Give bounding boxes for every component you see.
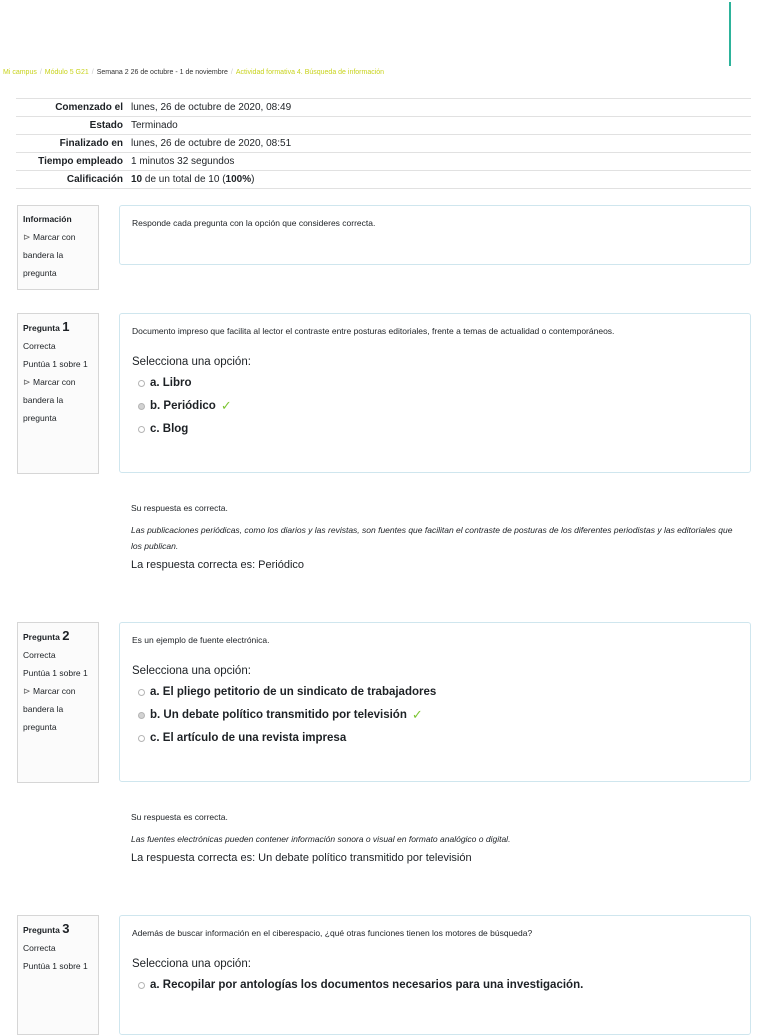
answer-option-a[interactable] bbox=[132, 979, 738, 991]
question-3-box bbox=[119, 915, 751, 1035]
flag-icon: ⊳ bbox=[23, 377, 31, 387]
question-3-sidebar bbox=[17, 915, 99, 1035]
summary-value: lunes, 26 de octubre de 2020, 08:51 bbox=[127, 135, 751, 153]
option-label: a. Recopilar por antologías los documentos necesarios para una investigación. bbox=[150, 979, 584, 991]
option-label: a. El pliego petitorio de un sindicato de trabajadores bbox=[150, 686, 437, 698]
option-label: a. Libro bbox=[150, 377, 192, 389]
summary-row bbox=[16, 99, 751, 117]
info-content-box bbox=[119, 205, 751, 265]
question-1-heading bbox=[23, 318, 93, 337]
radio-button[interactable] bbox=[138, 426, 145, 433]
answer-option-b[interactable] bbox=[132, 707, 738, 723]
question-mark: Puntúa 1 sobre 1 bbox=[23, 668, 88, 678]
flag-label: Marcar con bandera la pregunta bbox=[23, 686, 76, 732]
info-title: Información bbox=[23, 214, 72, 224]
question-3-heading bbox=[23, 920, 93, 939]
question-state: Correcta bbox=[23, 650, 56, 660]
question-number: 2 bbox=[62, 628, 70, 643]
question-number: 1 bbox=[62, 319, 70, 334]
radio-button[interactable] bbox=[138, 982, 145, 989]
grade-score: 10 bbox=[131, 174, 143, 185]
question-2-sidebar bbox=[17, 622, 99, 783]
flag-label: Marcar con bandera la pregunta bbox=[23, 232, 76, 278]
question-1-box bbox=[119, 313, 751, 473]
feedback-general: Las publicaciones periódicas, como los diarios y las revistas, son fuentes que facilitan el contraste de posturas de los diferentes periodistas y las editoriales que los publican. bbox=[131, 525, 733, 551]
question-state: Correcta bbox=[23, 943, 56, 953]
feedback-status: Su respuesta es correcta. bbox=[131, 503, 228, 513]
summary-label: Comenzado el bbox=[16, 99, 127, 117]
info-text: Responde cada pregunta con la opción que consideres correcta. bbox=[132, 218, 376, 228]
question-number: 3 bbox=[62, 921, 70, 936]
grade-middle: de un total de 10 ( bbox=[142, 174, 226, 185]
question-2-box bbox=[119, 622, 751, 782]
header-divider bbox=[729, 2, 731, 66]
question-text: Además de buscar información en el ciberespacio, ¿qué otras funciones tienen los motores de búsqueda? bbox=[132, 928, 533, 938]
question-state: Correcta bbox=[23, 341, 56, 351]
answer-prompt: Selecciona una opción: bbox=[132, 665, 251, 677]
summary-label: Finalizado en bbox=[16, 135, 127, 153]
question-label: Pregunta bbox=[23, 323, 60, 333]
answer-option-a[interactable] bbox=[132, 686, 738, 698]
answer-option-c[interactable] bbox=[132, 423, 738, 435]
grade-value bbox=[127, 171, 751, 189]
attempt-summary-table bbox=[16, 98, 751, 189]
question-1-sidebar bbox=[17, 313, 99, 474]
info-sidebar bbox=[17, 205, 99, 290]
answer-option-c[interactable] bbox=[132, 732, 738, 744]
summary-value: 1 minutos 32 segundos bbox=[127, 153, 751, 171]
summary-row bbox=[16, 135, 751, 153]
feedback-general: Las fuentes electrónicas pueden contener información sonora o visual en formato analógico o digital. bbox=[131, 834, 511, 844]
top-bar bbox=[0, 0, 768, 66]
summary-label: Tiempo empleado bbox=[16, 153, 127, 171]
question-2-feedback bbox=[131, 812, 741, 864]
flag-icon: ⊳ bbox=[23, 232, 31, 242]
question-text: Es un ejemplo de fuente electrónica. bbox=[132, 635, 270, 645]
question-label: Pregunta bbox=[23, 925, 60, 935]
answer-option-a[interactable] bbox=[132, 377, 738, 389]
summary-row bbox=[16, 117, 751, 135]
grade-percent: 100% bbox=[225, 174, 252, 185]
breadcrumb: Mi campus / Módulo 5 G21 / Semana 2 26 de octubre - 1 de noviembre / Actividad formativa 4. Búsqueda de información bbox=[3, 69, 385, 76]
answer-prompt: Selecciona una opción: bbox=[132, 958, 251, 970]
breadcrumb-mi-campus[interactable]: Mi campus bbox=[3, 69, 37, 76]
question-mark: Puntúa 1 sobre 1 bbox=[23, 359, 88, 369]
flag-label: Marcar con bandera la pregunta bbox=[23, 377, 76, 423]
summary-label: Estado bbox=[16, 117, 127, 135]
flag-icon: ⊳ bbox=[23, 686, 31, 696]
grade-end: ) bbox=[251, 174, 255, 185]
option-label: c. Blog bbox=[150, 423, 189, 435]
breadcrumb-semana[interactable]: Semana 2 26 de octubre - 1 de noviembre bbox=[96, 69, 228, 76]
question-1-feedback bbox=[131, 503, 741, 571]
summary-row bbox=[16, 153, 751, 171]
flag-question-link[interactable] bbox=[23, 682, 93, 736]
radio-button[interactable] bbox=[138, 735, 145, 742]
breadcrumb-modulo[interactable]: Módulo 5 G21 bbox=[44, 69, 89, 76]
radio-button[interactable] bbox=[138, 689, 145, 696]
summary-value: Terminado bbox=[127, 117, 751, 135]
summary-value: lunes, 26 de octubre de 2020, 08:49 bbox=[127, 99, 751, 117]
question-text: Documento impreso que facilita al lector el contraste entre posturas editoriales, frente a temas de actualidad o contemporáneos. bbox=[132, 326, 615, 336]
feedback-right-answer: La respuesta correcta es: Periódico bbox=[131, 559, 305, 571]
feedback-right-answer: La respuesta correcta es: Un debate político transmitido por televisión bbox=[131, 852, 472, 864]
grade-label: Calificación bbox=[16, 171, 127, 189]
question-mark: Puntúa 1 sobre 1 bbox=[23, 961, 88, 971]
checkmark-icon: ✓ bbox=[411, 707, 423, 722]
option-label: b. Un debate político transmitido por televisión bbox=[150, 709, 407, 721]
question-label: Pregunta bbox=[23, 632, 60, 642]
option-label: b. Periódico bbox=[150, 400, 216, 412]
feedback-status: Su respuesta es correcta. bbox=[131, 812, 228, 822]
answer-option-b[interactable] bbox=[132, 398, 738, 414]
option-label: c. El artículo de una revista impresa bbox=[150, 732, 347, 744]
answer-prompt: Selecciona una opción: bbox=[132, 356, 251, 368]
radio-button[interactable] bbox=[138, 380, 145, 387]
radio-button-selected[interactable] bbox=[138, 712, 145, 719]
question-2-heading bbox=[23, 627, 93, 646]
summary-row-grade bbox=[16, 171, 751, 189]
breadcrumb-actividad[interactable]: Actividad formativa 4. Búsqueda de información bbox=[235, 69, 385, 76]
flag-question-link[interactable] bbox=[23, 373, 93, 427]
checkmark-icon: ✓ bbox=[220, 398, 232, 413]
radio-button-selected[interactable] bbox=[138, 403, 145, 410]
flag-question-link[interactable] bbox=[23, 228, 93, 282]
